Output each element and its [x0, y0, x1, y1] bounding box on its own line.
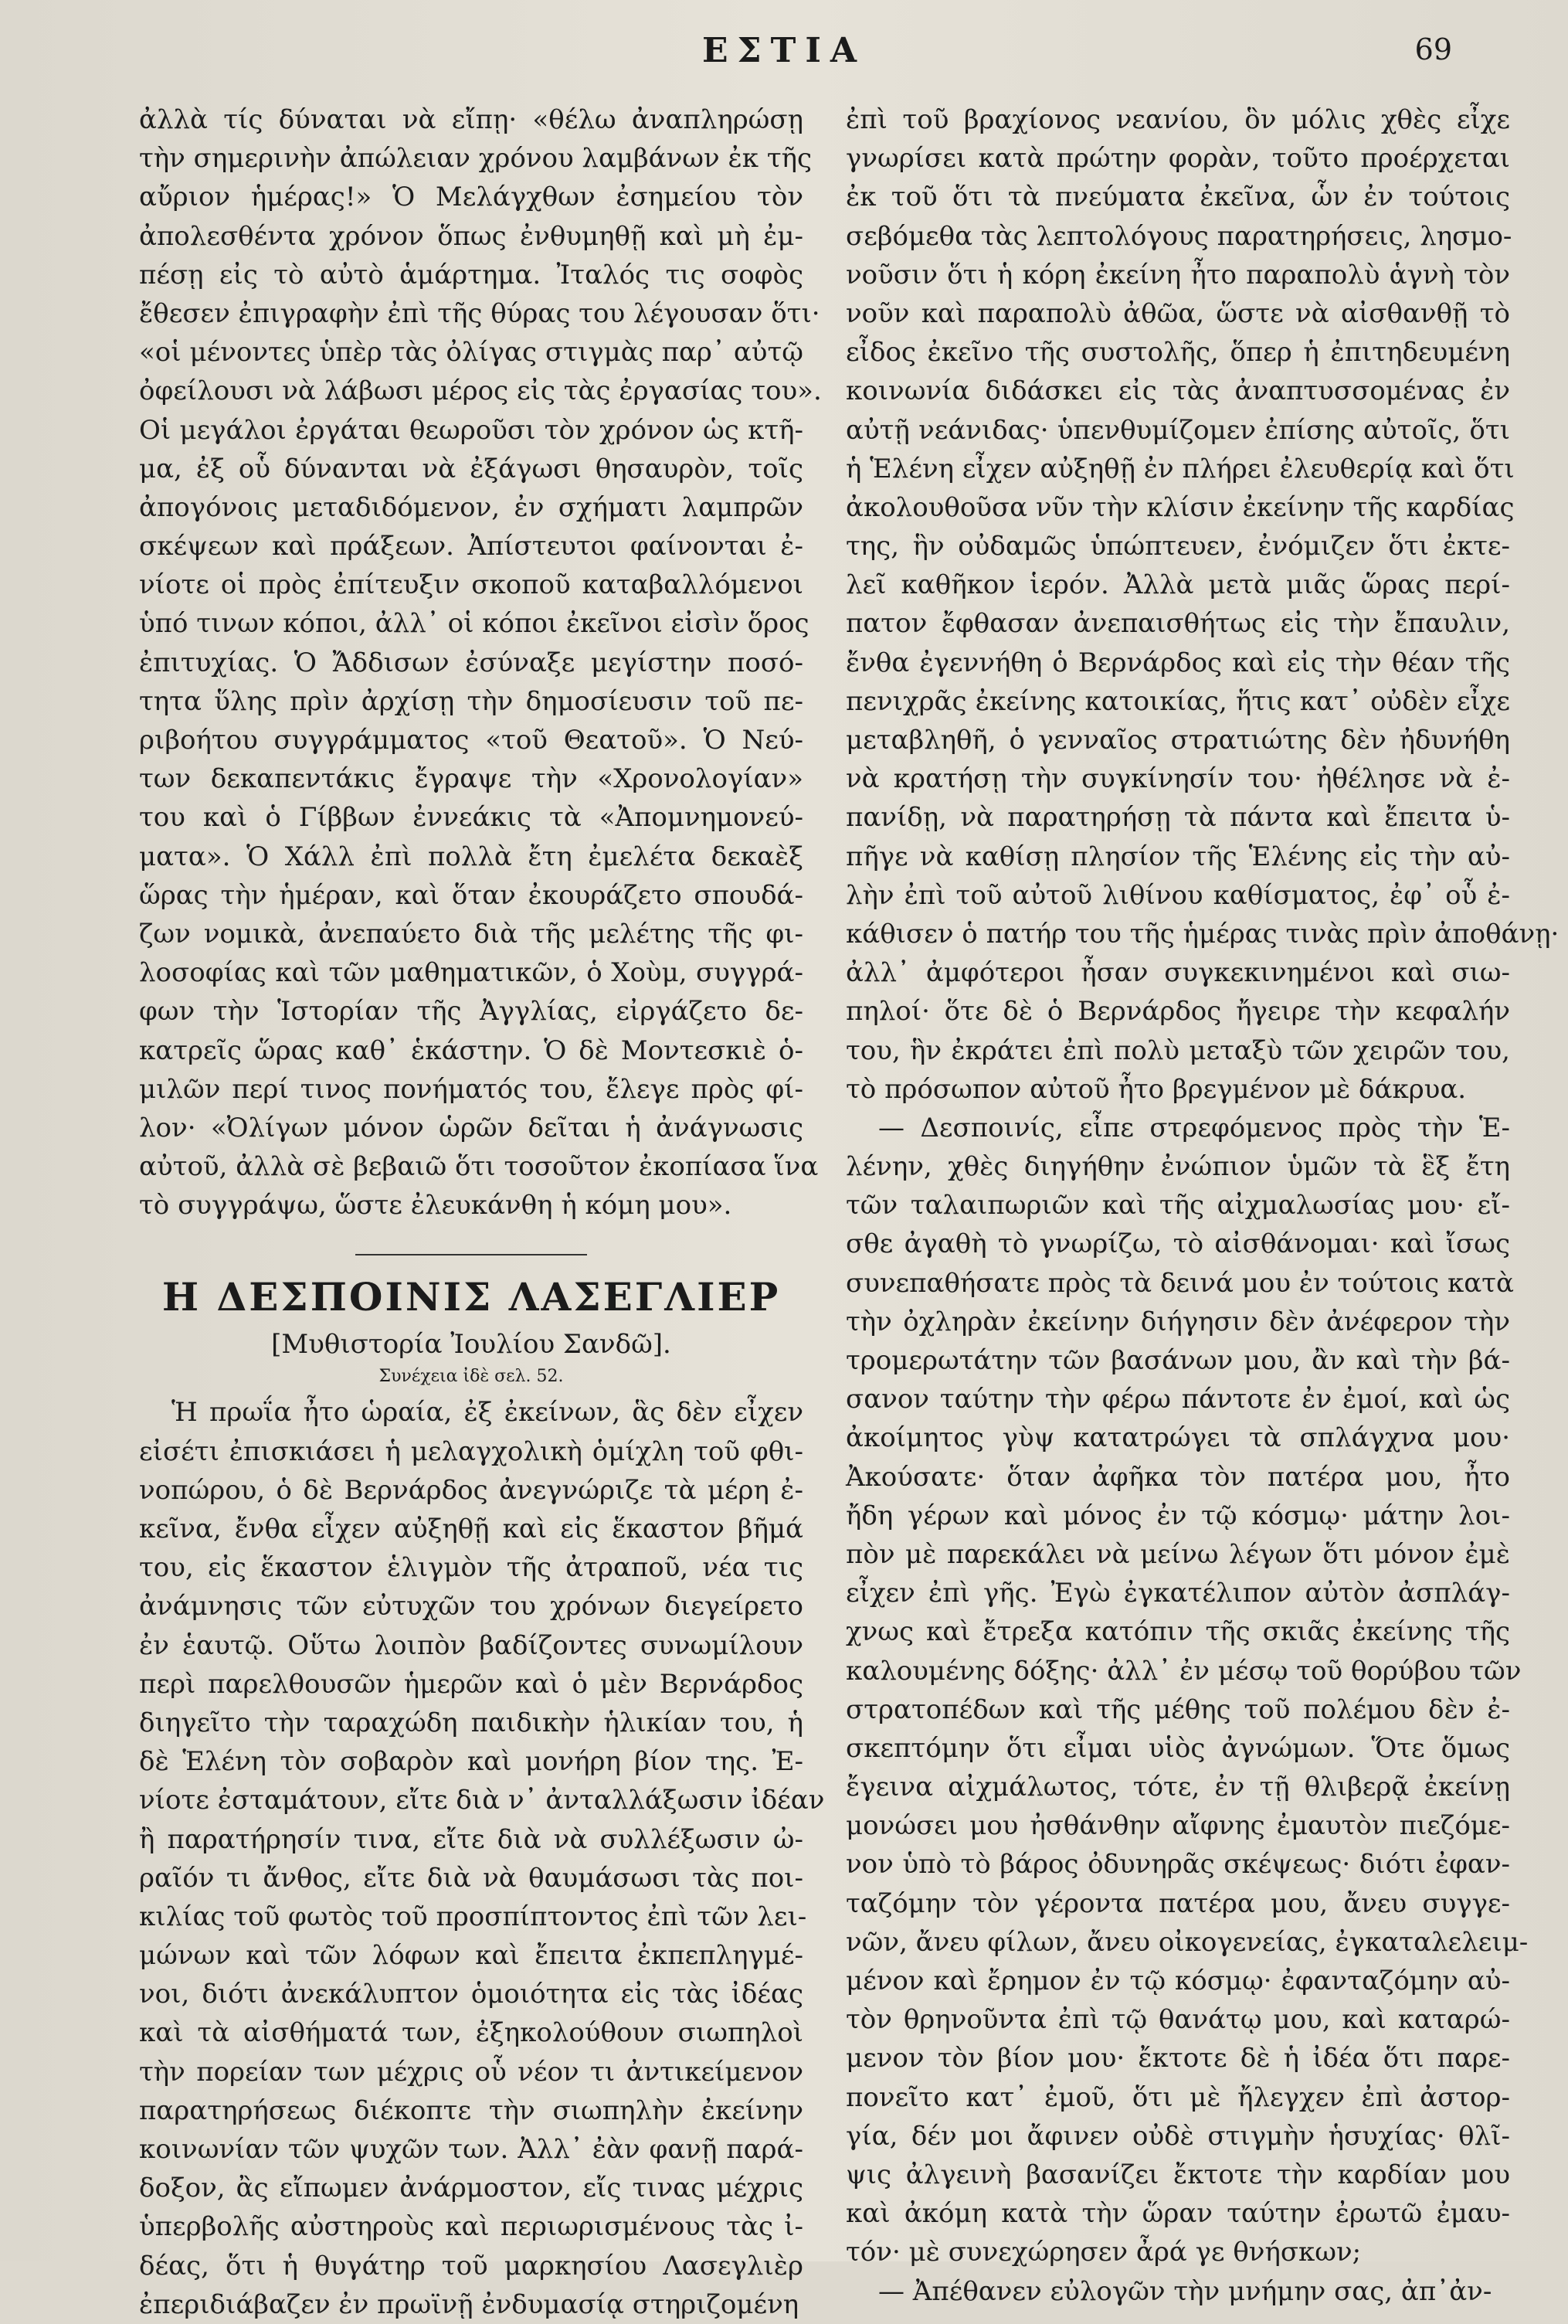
- text-line: νοῦν καὶ παραπολὺ ἀθῶα, ὥστε νὰ αἰσθανθῇ τὸ: [846, 297, 1510, 329]
- text-line: λον· «Ὀλίγων μόνον ὡρῶν δεῖται ἡ ἀνάγνωσις: [139, 1112, 803, 1143]
- text-line: της, ἣν οὐδαμῶς ὑπώπτευεν, ἐνόμιζεν ὅτι ἐκτε-: [846, 531, 1510, 562]
- text-line: μεταβληθῆ, ὁ γενναῖος στρατιώτης δὲν ἠδυνήθη: [846, 725, 1510, 756]
- text-line: ἀπολεσθέντα χρόνον ὅπως ἐνθυμηθῇ καὶ μὴ ἐμ-: [139, 220, 803, 252]
- text-line: αὐτῇ νεάνιδας· ὑπενθυμίζομεν ἐπίσης αὐτοῖς, ὅτι: [846, 414, 1510, 446]
- text-line: ραῖόν τι ἄνθος, εἴτε διὰ νὰ θαυμάσωσι τὰς ποι-: [139, 1862, 803, 1894]
- text-line: πενιχρᾶς ἐκείνης κατοικίας, ἥτις κατ᾿ οὐδὲν εἶχε: [846, 685, 1510, 717]
- text-line: νίοτε ἐσταμάτουν, εἴτε διὰ ν᾿ ἀνταλλάξωσιν ἰδέαν: [139, 1785, 825, 1816]
- text-line: ἀνάμνησις τῶν εὐτυχῶν του χρόνων διεγείρετο: [139, 1591, 803, 1622]
- text-line: ἀλλ᾿ ἀμφότεροι ἦσαν συγκεκινημένοι καὶ σιω-: [846, 957, 1510, 989]
- text-line: τὴν ὀχληρὰν ἐκείνην διήγησιν δὲν ἀνέφερον τὴν: [846, 1306, 1510, 1337]
- text-line: δέας, ὅτι ἡ θυγάτηρ τοῦ μαρκησίου Λασεγλιὲρ: [139, 2250, 803, 2282]
- text-line: των δεκαπεντάκις ἔγραψε τὴν «Χρονολογίαν»: [139, 763, 803, 795]
- text-line: λὴν ἐπὶ τοῦ αὐτοῦ λιθίνου καθίσματος, ἐφ᾿ οὗ ἐ-: [846, 879, 1510, 911]
- text-line: μενον τὸν βίον μου· ἔκτοτε δὲ ἡ ἰδέα ὅτι παρε-: [846, 2043, 1510, 2074]
- left-column-text-bottom: [139, 1393, 825, 2324]
- text-line: ἀκοίμητος γὺψ κατατρώγει τὰ σπλάγχνα μου·: [846, 1422, 1510, 1454]
- text-line: κοινωνία διδάσκει εἰς τὰς ἀναπτυσσομένας ἐν: [846, 375, 1510, 407]
- text-line: λένην, χθὲς διηγήθην ἐνώπιον ὑμῶν τὰ ἓξ ἔτη: [846, 1151, 1510, 1183]
- text-line: ἐκ τοῦ ὅτι τὰ πνεύματα ἐκεῖνα, ὧν ἐν τούτοις: [846, 182, 1510, 213]
- text-line: ἐπὶ τοῦ βραχίονος νεανίου, ὃν μόλις χθὲς εἶχε: [846, 104, 1510, 135]
- text-line: του, εἰς ἕκαστον ἑλιγμὸν τῆς ἀτραποῦ, νέα τις: [139, 1552, 803, 1584]
- text-line: αὐτοῦ, ἀλλὰ σὲ βεβαιῶ ὅτι τοσοῦτον ἐκοπίασα ἵνα: [139, 1151, 819, 1183]
- text-line: πανίδῃ, νὰ παρατηρήσῃ τὰ πάντα καὶ ἔπειτα ὑ-: [846, 802, 1510, 834]
- text-line: κιλίας τοῦ φωτὸς τοῦ προσπίπτοντος ἐπὶ τῶν λει-: [139, 1901, 807, 1932]
- text-line: στρατοπέδων καὶ τῆς μέθης τοῦ πολέμου δὲν ἐ-: [846, 1694, 1510, 1725]
- right-column: [846, 100, 1560, 2311]
- text-line: εἰσέτι ἐπισκιάσει ἡ μελαγχολικὴ ὁμίχλη τοῦ φθι-: [139, 1436, 803, 1467]
- text-line: ἐν ἑαυτῷ. Οὕτω λοιπὸν βαδίζοντες συνωμίλουν: [139, 1629, 803, 1661]
- left-column-text-top: [139, 100, 822, 1225]
- text-line: καὶ ἀκόμη κατὰ τὴν ὥραν ταύτην ἐρωτῶ ἐμαυ-: [846, 2198, 1510, 2230]
- text-line: νῶν, ἄνευ φίλων, ἄνευ οἰκογενείας, ἐγκαταλελειμ-: [846, 1926, 1529, 1958]
- text-line: σεβόμεθα τὰς λεπτολόγους παρατηρήσεις, λησμο-: [846, 220, 1512, 252]
- text-line: ἀλλὰ τίς δύναται νὰ εἴπῃ· «θέλω ἀναπληρώσῃ: [139, 104, 803, 135]
- text-line: λοσοφίας καὶ τῶν μαθηματικῶν, ὁ Χοὺμ, συγγρά-: [139, 957, 803, 989]
- text-line: συνεπαθήσατε πρὸς τὰ δεινά μου ἐν τούτοις κατὰ: [846, 1267, 1514, 1299]
- text-line: ριβοήτου συγγράμματος «τοῦ Θεατοῦ». Ὁ Νεύ-: [139, 725, 803, 756]
- text-line: ἀκολουθοῦσα νῦν τὴν κλίσιν ἐκείνην τῆς καρδίας: [846, 491, 1515, 523]
- text-line: — Ἀπέθανεν εὐλογῶν τὴν μνήμην σας, ἀπ᾿ἀν-: [878, 2275, 1492, 2307]
- text-line: τὴν σημερινὴν ἀπώλειαν χρόνου λαμβάνων ἐκ τῆς: [139, 143, 813, 175]
- page-header: [0, 31, 1568, 77]
- text-line: κατρεῖς ὥρας καθ᾿ ἑκάστην. Ὁ δὲ Μοντεσκιὲ ὁ-: [139, 1035, 803, 1066]
- text-line: ἔνθα ἐγεννήθη ὁ Βερνάρδος καὶ εἰς τὴν θέαν τῆς: [846, 647, 1510, 678]
- text-line: ἐπεριδιάβαζεν ἐν πρωϊνῇ ἐνδυμασίᾳ στηριζομένη: [139, 2288, 799, 2320]
- text-line: γία, δέν μοι ἄφινεν οὐδὲ στιγμὴν ἡσυχίας· θλῖ-: [846, 2120, 1510, 2152]
- text-line: τόν· μὲ συνεχώρησεν ἆρά γε θνήσκων;: [846, 2237, 1362, 2268]
- text-line: πονεῖτο κατ᾿ ἐμοῦ, ὅτι μὲ ἤλεγχεν ἐπὶ ἀστορ-: [846, 2081, 1510, 2113]
- text-line: τῶν ταλαιπωριῶν καὶ τῆς αἰχμαλωσίας μου· εἴ-: [846, 1190, 1510, 1221]
- text-line: του, ἣν ἐκράτει ἐπὶ πολὺ μεταξὺ τῶν χειρῶν του,: [846, 1035, 1510, 1066]
- text-line: μα, ἐξ οὗ δύνανται νὰ ἐξάγωσι θησαυρὸν, τοῖς: [139, 453, 803, 484]
- text-line: ἀπογόνοις μεταδιδόμενον, ἐν σχήματι λαμπρῶν: [139, 491, 803, 523]
- text-line: κάθισεν ὁ πατήρ του τῆς ἡμέρας τινὰς πρὶν ἀποθάνῃ·: [846, 918, 1560, 950]
- article-title: Η ΔΕΣΠΟΙΝΙΣ ΛΑΣΕΓΛΙΕΡ: [161, 1274, 781, 1320]
- text-line: νίοτε οἱ πρὸς ἐπίτευξιν σκοποῦ καταβαλλόμενοι: [139, 569, 803, 601]
- section-divider: [355, 1254, 587, 1255]
- text-line: — Δεσποινίς, εἶπε στρεφόμενος πρὸς τὴν Ἑ-: [878, 1112, 1510, 1143]
- text-line: Ἡ πρωΐα ἦτο ὡραία, ἐξ ἐκείνων, ἃς δὲν εἶχεν: [171, 1397, 803, 1429]
- text-line: τὸν θρηνοῦντα ἐπὶ τῷ θανάτῳ μου, καὶ καταρώ-: [846, 2004, 1510, 2036]
- text-line: «οἱ μένοντες ὑπὲρ τὰς ὀλίγας στιγμὰς παρ᾿ αὐτῷ: [139, 337, 803, 369]
- text-line: πῆγε νὰ καθίσῃ πλησίον τῆς Ἑλένης εἰς τὴν αὐ-: [846, 841, 1510, 872]
- text-line: ὑπερβολῆς αὐστηροὺς καὶ περιωρισμένους τὰς ἰ-: [139, 2211, 803, 2243]
- text-line: παρατηρήσεως διέκοπτε τὴν σιωπηλὴν ἐκείνην: [139, 2095, 803, 2126]
- text-line: σανον ταύτην τὴν φέρω πάντοτε ἐν ἐμοί, καὶ ὡς: [846, 1384, 1510, 1415]
- text-line: πὸν μὲ παρεκάλει νὰ μείνω λέγων ὅτι μόνον ἐμὲ: [846, 1538, 1510, 1570]
- text-line: ταζόμην τὸν γέροντα πατέρα μου, ἄνευ συγγε-: [846, 1887, 1510, 1919]
- text-line: περὶ παρελθουσῶν ἡμερῶν καὶ ὁ μὲν Βερνάρδος: [139, 1668, 803, 1700]
- text-line: καλουμένης δόξης· ἀλλ᾿ ἐν μέσῳ τοῦ θορύβου τῶν: [846, 1655, 1522, 1687]
- text-line: εἶδος ἐκεῖνο τῆς συστολῆς, ὅπερ ἡ ἐπιτηδευμένη: [846, 337, 1510, 369]
- text-line: φων τὴν Ἱστορίαν τῆς Ἀγγλίας, εἰργάζετο δε-: [139, 996, 803, 1028]
- text-line: κεῖνα, ἔνθα εἶχεν αὐξηθῇ καὶ εἰς ἕκαστον βῆμά: [139, 1514, 803, 1544]
- text-line: αὔριον ἡμέρας!» Ὁ Μελάγχθων ἐσημείου τὸν: [139, 182, 803, 213]
- text-line: σκεπτόμην ὅτι εἶμαι υἱὸς ἀγνώμων. Ὅτε ὅμως: [846, 1732, 1510, 1764]
- text-line: τὸ πρόσωπον αὐτοῦ ἦτο βρεγμένον μὲ δάκρυα.: [846, 1073, 1467, 1105]
- text-line: καὶ τὰ αἰσθήματά των, ἐξηκολούθουν σιωπηλοὶ: [139, 2017, 803, 2049]
- text-line: δὲ Ἑλένη τὸν σοβαρὸν καὶ μονήρη βίον της. Ἐ-: [139, 1746, 803, 1778]
- text-line: ὀφείλουσι νὰ λάβωσι μέρος εἰς τὰς ἐργασίας του».: [139, 375, 822, 407]
- text-line: πατον ἔφθασαν ἀνεπαισθήτως εἰς τὴν ἔπαυλιν,: [846, 608, 1510, 640]
- text-line: διηγεῖτο τὴν ταραχώδη παιδικὴν ἡλικίαν του, ἡ: [139, 1707, 803, 1738]
- text-line: σθε ἀγαθὴ τὸ γνωρίζω, τὸ αἰσθάνομαι· καὶ ἴσως: [846, 1228, 1510, 1260]
- text-line: ὥρας τὴν ἡμέραν, καὶ ὅταν ἐκουράζετο σπουδά-: [139, 879, 803, 911]
- text-line: νοι, διότι ἀνεκάλυπτον ὁμοιότητα εἰς τὰς ἰδέας: [139, 1979, 803, 2010]
- text-line: τητα ὕλης πρὶν ἀρχίσῃ τὴν δημοσίευσιν τοῦ πε-: [139, 685, 803, 717]
- text-line: νοπώρου, ὁ δὲ Βερνάρδος ἀνεγνώριζε τὰ μέρη ἐ-: [139, 1474, 803, 1506]
- text-line: δοξον, ἂς εἴπωμεν ἀνάρμοστον, εἴς τινας μέχρις: [139, 2173, 803, 2204]
- text-line: τὴν πορείαν των μέχρις οὗ νέον τι ἀντικείμενον: [139, 2056, 803, 2088]
- text-line: ὑπό τινων κόποι, ἀλλ᾿ οἱ κόποι ἐκεῖνοι εἰσὶν ὅρος: [139, 608, 809, 640]
- text-line: τρομερωτάτην τῶν βασάνων μου, ἂν καὶ τὴν βά-: [846, 1345, 1510, 1376]
- text-line: νον ὑπὸ τὸ βάρος ὀδυνηρᾶς σκέψεως· διότι ἐφαν-: [846, 1849, 1510, 1881]
- text-line: Ἀκούσατε· ὅταν ἀφῆκα τὸν πατέρα μου, ἦτο: [846, 1461, 1510, 1493]
- text-line: κοινωνίαν τῶν ψυχῶν των. Ἀλλ᾿ ἐὰν φανῇ παρά-: [139, 2134, 803, 2165]
- text-line: μώνων καὶ τῶν λόφων καὶ ἔπειτα ἐκπεπληγμέ-: [139, 1940, 803, 1972]
- text-line: σκέψεων καὶ πράξεων. Ἀπίστευτοι φαίνονται ἐ-: [139, 531, 803, 562]
- text-line: ἤδη γέρων καὶ μόνος ἐν τῷ κόσμῳ· μάτην λοι-: [846, 1500, 1510, 1531]
- text-line: ἡ Ἑλένη εἶχεν αὐξηθῇ ἐν πλήρει ἐλευθερίᾳ καὶ ὅτι: [846, 453, 1515, 484]
- journal-title: ΕΣΤΙΑ: [701, 31, 867, 70]
- text-line: μονώσει μου ἠσθάνθην αἴφνης ἐμαυτὸν πιεζόμε-: [846, 1810, 1510, 1842]
- text-line: του καὶ ὁ Γίββων ἐννεάκις τὰ «Ἀπομνημονεύ-: [139, 802, 803, 834]
- text-line: μιλῶν περί τινος πονήματός του, ἔλεγε πρὸς φί-: [139, 1073, 803, 1105]
- text-line: λεῖ καθῆκον ἱερόν. Ἀλλὰ μετὰ μιᾶς ὥρας περί-: [846, 569, 1510, 601]
- text-line: τὸ συγγράψω, ὥστε ἐλευκάνθη ἡ κόμη μου».: [139, 1190, 732, 1221]
- text-line: ἔγεινα αἰχμάλωτος, τότε, ἐν τῇ θλιβερᾷ ἐκείνῃ: [846, 1772, 1510, 1803]
- page-number: 69: [1414, 32, 1452, 66]
- text-line: ψις ἀλγεινὴ βασανίζει ἔκτοτε τὴν καρδίαν μου: [846, 2159, 1510, 2190]
- text-line: ζων νομικὰ, ἀνεπαύετο διὰ τῆς μελέτης τῆς φι-: [139, 918, 803, 950]
- text-line: γνωρίσει κατὰ πρώτην φορὰν, τοῦτο προέρχεται: [846, 143, 1510, 175]
- text-line: νοῦσιν ὅτι ἡ κόρη ἐκείνη ἦτο παραπολὺ ἁγνὴ τὸν: [846, 259, 1510, 290]
- text-line: ματα». Ὁ Χάλλ ἐπὶ πολλὰ ἔτη ἐμελέτα δεκαὲξ: [139, 841, 803, 872]
- article-subtitle: [Μυθιστορία Ἰουλίου Σανδῶ].: [271, 1329, 671, 1361]
- text-line: νὰ κρατήσῃ τὴν συγκίνησίν του· ἠθέλησε νὰ ἐ-: [846, 763, 1510, 795]
- text-line: εἶχεν ἐπὶ γῆς. Ἐγὼ ἐγκατέλιπον αὐτὸν ἀσπλάγ-: [846, 1578, 1510, 1609]
- text-line: Οἱ μεγάλοι ἐργάται θεωροῦσι τὸν χρόνον ὡς κτῆ-: [139, 414, 803, 446]
- text-line: ἔθεσεν ἐπιγραφὴν ἐπὶ τῆς θύρας του λέγουσαν ὅτι·: [139, 297, 820, 329]
- left-column: [139, 100, 825, 2324]
- text-line: ἐπιτυχίας. Ὁ Ἄδδισων ἐσύναξε μεγίστην ποσό-: [139, 647, 803, 678]
- right-column-text: [846, 100, 1560, 2311]
- text-line: χνως καὶ ἔτρεξα κατόπιν τῆς σκιᾶς ἐκείνης τῆς: [846, 1616, 1510, 1648]
- text-line: πηλοί· ὅτε δὲ ὁ Βερνάρδος ἤγειρε τὴν κεφαλήν: [846, 996, 1510, 1028]
- text-line: πέσῃ εἰς τὸ αὐτὸ ἁμάρτημα. Ἰταλός τις σοφὸς: [139, 259, 803, 290]
- text-line: ἢ παρατήρησίν τινα, εἴτε διὰ νὰ συλλέξωσιν ὠ-: [139, 1823, 803, 1855]
- continued-note: Συνέχεια ἰδὲ σελ. 52.: [378, 1367, 564, 1387]
- text-line: μένον καὶ ἔρημον ἐν τῷ κόσμῳ· ἐφανταζόμην αὐ-: [846, 1966, 1510, 1996]
